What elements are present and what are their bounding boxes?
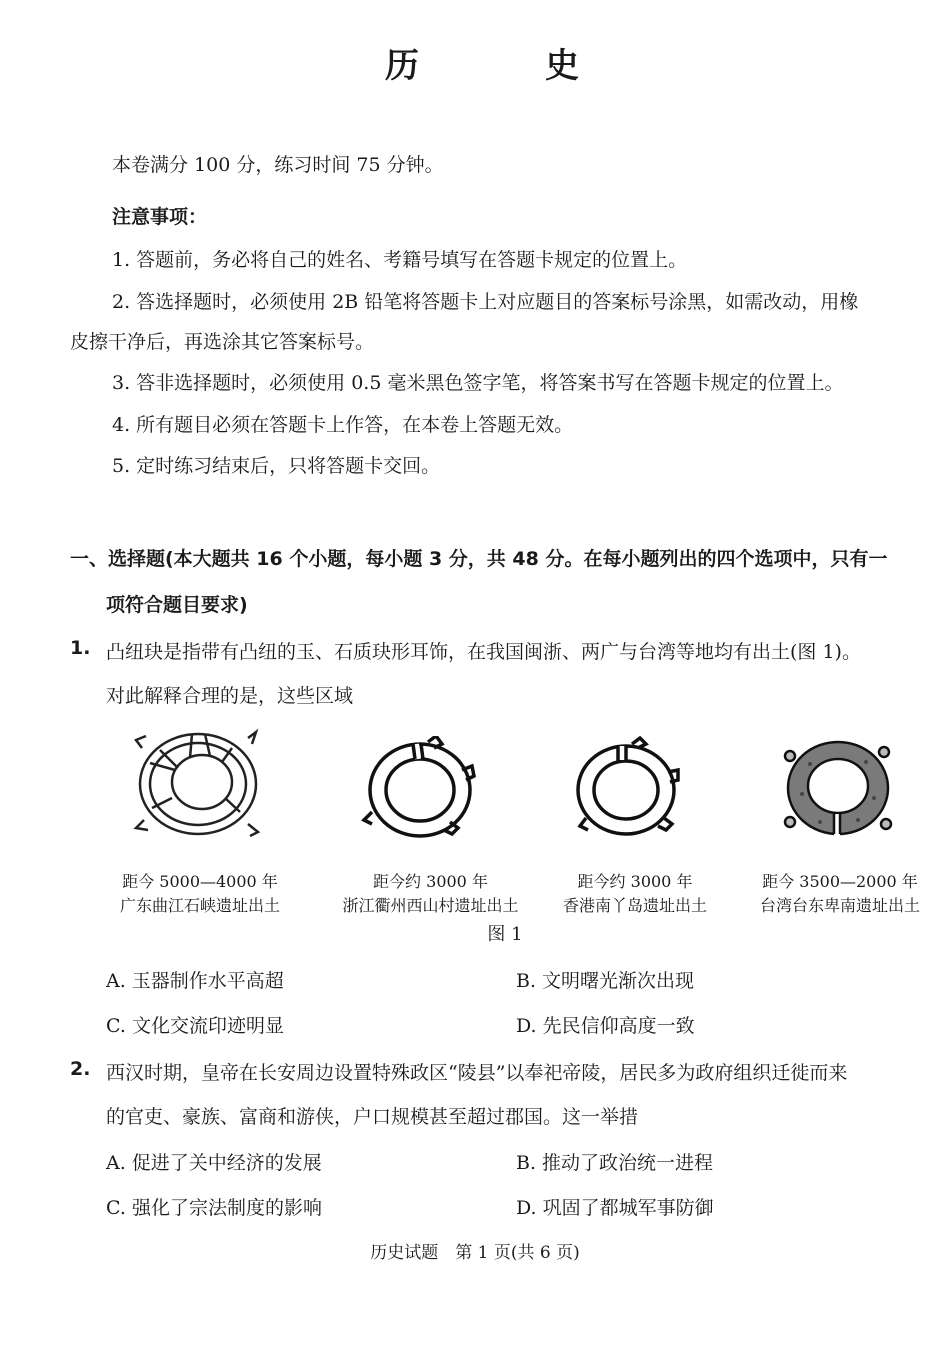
question-stem-line2: 对此解释合理的是，这些区域 [106,685,354,707]
question-number: 2. [70,1058,91,1080]
figure-date: 距今 5000—4000 年 [122,872,278,891]
figure-date: 距今 3500—2000 年 [762,872,918,891]
notice-heading: 注意事项： [112,206,208,228]
notice-item-2-line1: 2. 答选择题时，必须使用 2B 铅笔将答题卡上对应题目的答案标号涂黑，如需改动，用橡 [112,291,859,313]
figure-caption [545,870,725,918]
option-c[interactable]: C. 强化了宗法制度的影响 [106,1197,322,1219]
jade-ring-stone-icon [780,734,900,842]
figure-caption [328,870,533,918]
option-a[interactable]: A. 玉器制作水平高超 [106,970,284,992]
option-d[interactable]: D. 先民信仰高度一致 [516,1015,695,1037]
section-heading-line2: 项符合题目要求) [106,594,248,616]
jade-ring-cracked-icon [130,728,270,840]
page-title: 历 史 [385,46,625,86]
figure-caption [100,870,300,918]
notice-item-2-line2: 皮擦干净后，再选涂其它答案标号。 [70,331,375,353]
notice-item-4: 4. 所有题目必须在答题卡上作答，在本卷上答题无效。 [112,414,574,436]
jade-ring-notched-icon [358,736,496,842]
page-footer: 历史试题 第 1 页(共 6 页) [370,1243,580,1263]
jade-ring-notched-icon [568,734,696,840]
notice-item-3: 3. 答非选择题时，必须使用 0.5 毫米黑色签字笔，将答案书写在答题卡规定的位置上。 [112,372,844,394]
figure-label: 图 1 [487,924,523,945]
question-stem-line1: 西汉时期，皇帝在长安周边设置特殊政区“陵县”以奉祀帝陵，居民多为政府组织迁徙而来 [106,1062,848,1084]
figure-site: 广东曲江石峡遗址出土 [119,896,280,915]
option-c[interactable]: C. 文化交流印迹明显 [106,1015,284,1037]
question-number: 1. [70,637,91,659]
exam-intro: 本卷满分 100 分，练习时间 75 分钟。 [112,154,444,176]
option-b[interactable]: B. 文明曙光渐次出现 [516,970,695,992]
figure-site: 浙江衢州西山村遗址出土 [342,896,519,915]
section-heading-line1: 一、选择题(本大题共 16 个小题，每小题 3 分，共 48 分。在每小题列出的四个选项中，只有一 [70,548,888,570]
figure-site: 香港南丫岛遗址出土 [562,896,707,915]
figure-site: 台湾台东卑南遗址出土 [759,896,920,915]
notice-item-5: 5. 定时练习结束后，只将答题卡交回。 [112,455,441,477]
question-stem-line1: 凸纽玦是指带有凸纽的玉、石质玦形耳饰，在我国闽浙、两广与台湾等地均有出土(图 1)。 [106,641,861,663]
figure-caption [742,870,938,918]
option-b[interactable]: B. 推动了政治统一进程 [516,1152,714,1174]
question-stem-line2: 的官吏、豪族、富商和游侠，户口规模甚至超过郡国。这一举措 [106,1106,639,1128]
notice-item-1: 1. 答题前，务必将自己的姓名、考籍号填写在答题卡规定的位置上。 [112,249,688,271]
figure-date: 距今约 3000 年 [373,872,488,891]
option-d[interactable]: D. 巩固了都城军事防御 [516,1197,714,1219]
option-a[interactable]: A. 促进了关中经济的发展 [106,1152,322,1174]
figure-date: 距今约 3000 年 [577,872,693,891]
